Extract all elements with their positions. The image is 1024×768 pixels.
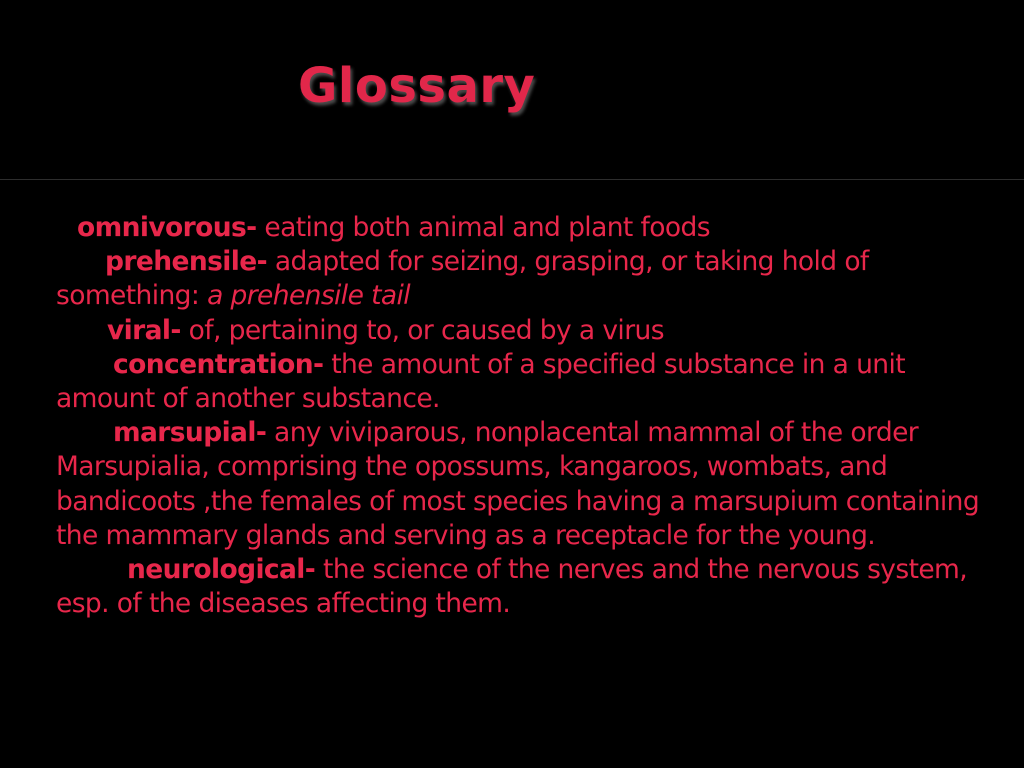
glossary-entry-prehensile — [56, 245, 1006, 313]
glossary-term: omnivorous- — [77, 212, 257, 243]
glossary-entry-concentration — [56, 348, 1006, 416]
glossary-term: marsupial- — [113, 417, 267, 449]
glossary-entry-omnivorous — [56, 211, 1006, 245]
glossary-term: neurological- — [127, 554, 316, 586]
glossary-entry-neurological — [56, 553, 1006, 621]
glossary-definition: adapted for seizing, grasping, or taking hold of something: — [56, 246, 869, 312]
glossary-term: viral- — [107, 314, 181, 346]
glossary-term: prehensile- — [105, 246, 268, 278]
glossary-definition: any viviparous, nonplacental mammal of the order Marsupialia, comprising the opossums, kangaroos, wombats, and bandicoots ,the females of most species having a marsupium containing the mammary glands and serving as a receptacle for the young. — [56, 417, 980, 551]
glossary-entry-viral — [56, 314, 1006, 348]
glossary-definition: eating both animal and plant foods — [256, 212, 710, 243]
title-divider — [0, 179, 1024, 180]
slide-title: Glossary — [298, 58, 536, 114]
glossary-term: concentration- — [113, 348, 324, 380]
glossary-list — [56, 211, 1006, 621]
glossary-definition: the science of the nerves and the nervous system, esp. of the diseases affecting them. — [56, 554, 968, 620]
glossary-example: a prehensile tail — [207, 280, 411, 312]
glossary-definition: of, pertaining to, or caused by a virus — [180, 314, 664, 346]
glossary-definition: the amount of a specified substance in a unit amount of another substance. — [56, 348, 906, 415]
glossary-entry-marsupial — [56, 416, 1006, 553]
